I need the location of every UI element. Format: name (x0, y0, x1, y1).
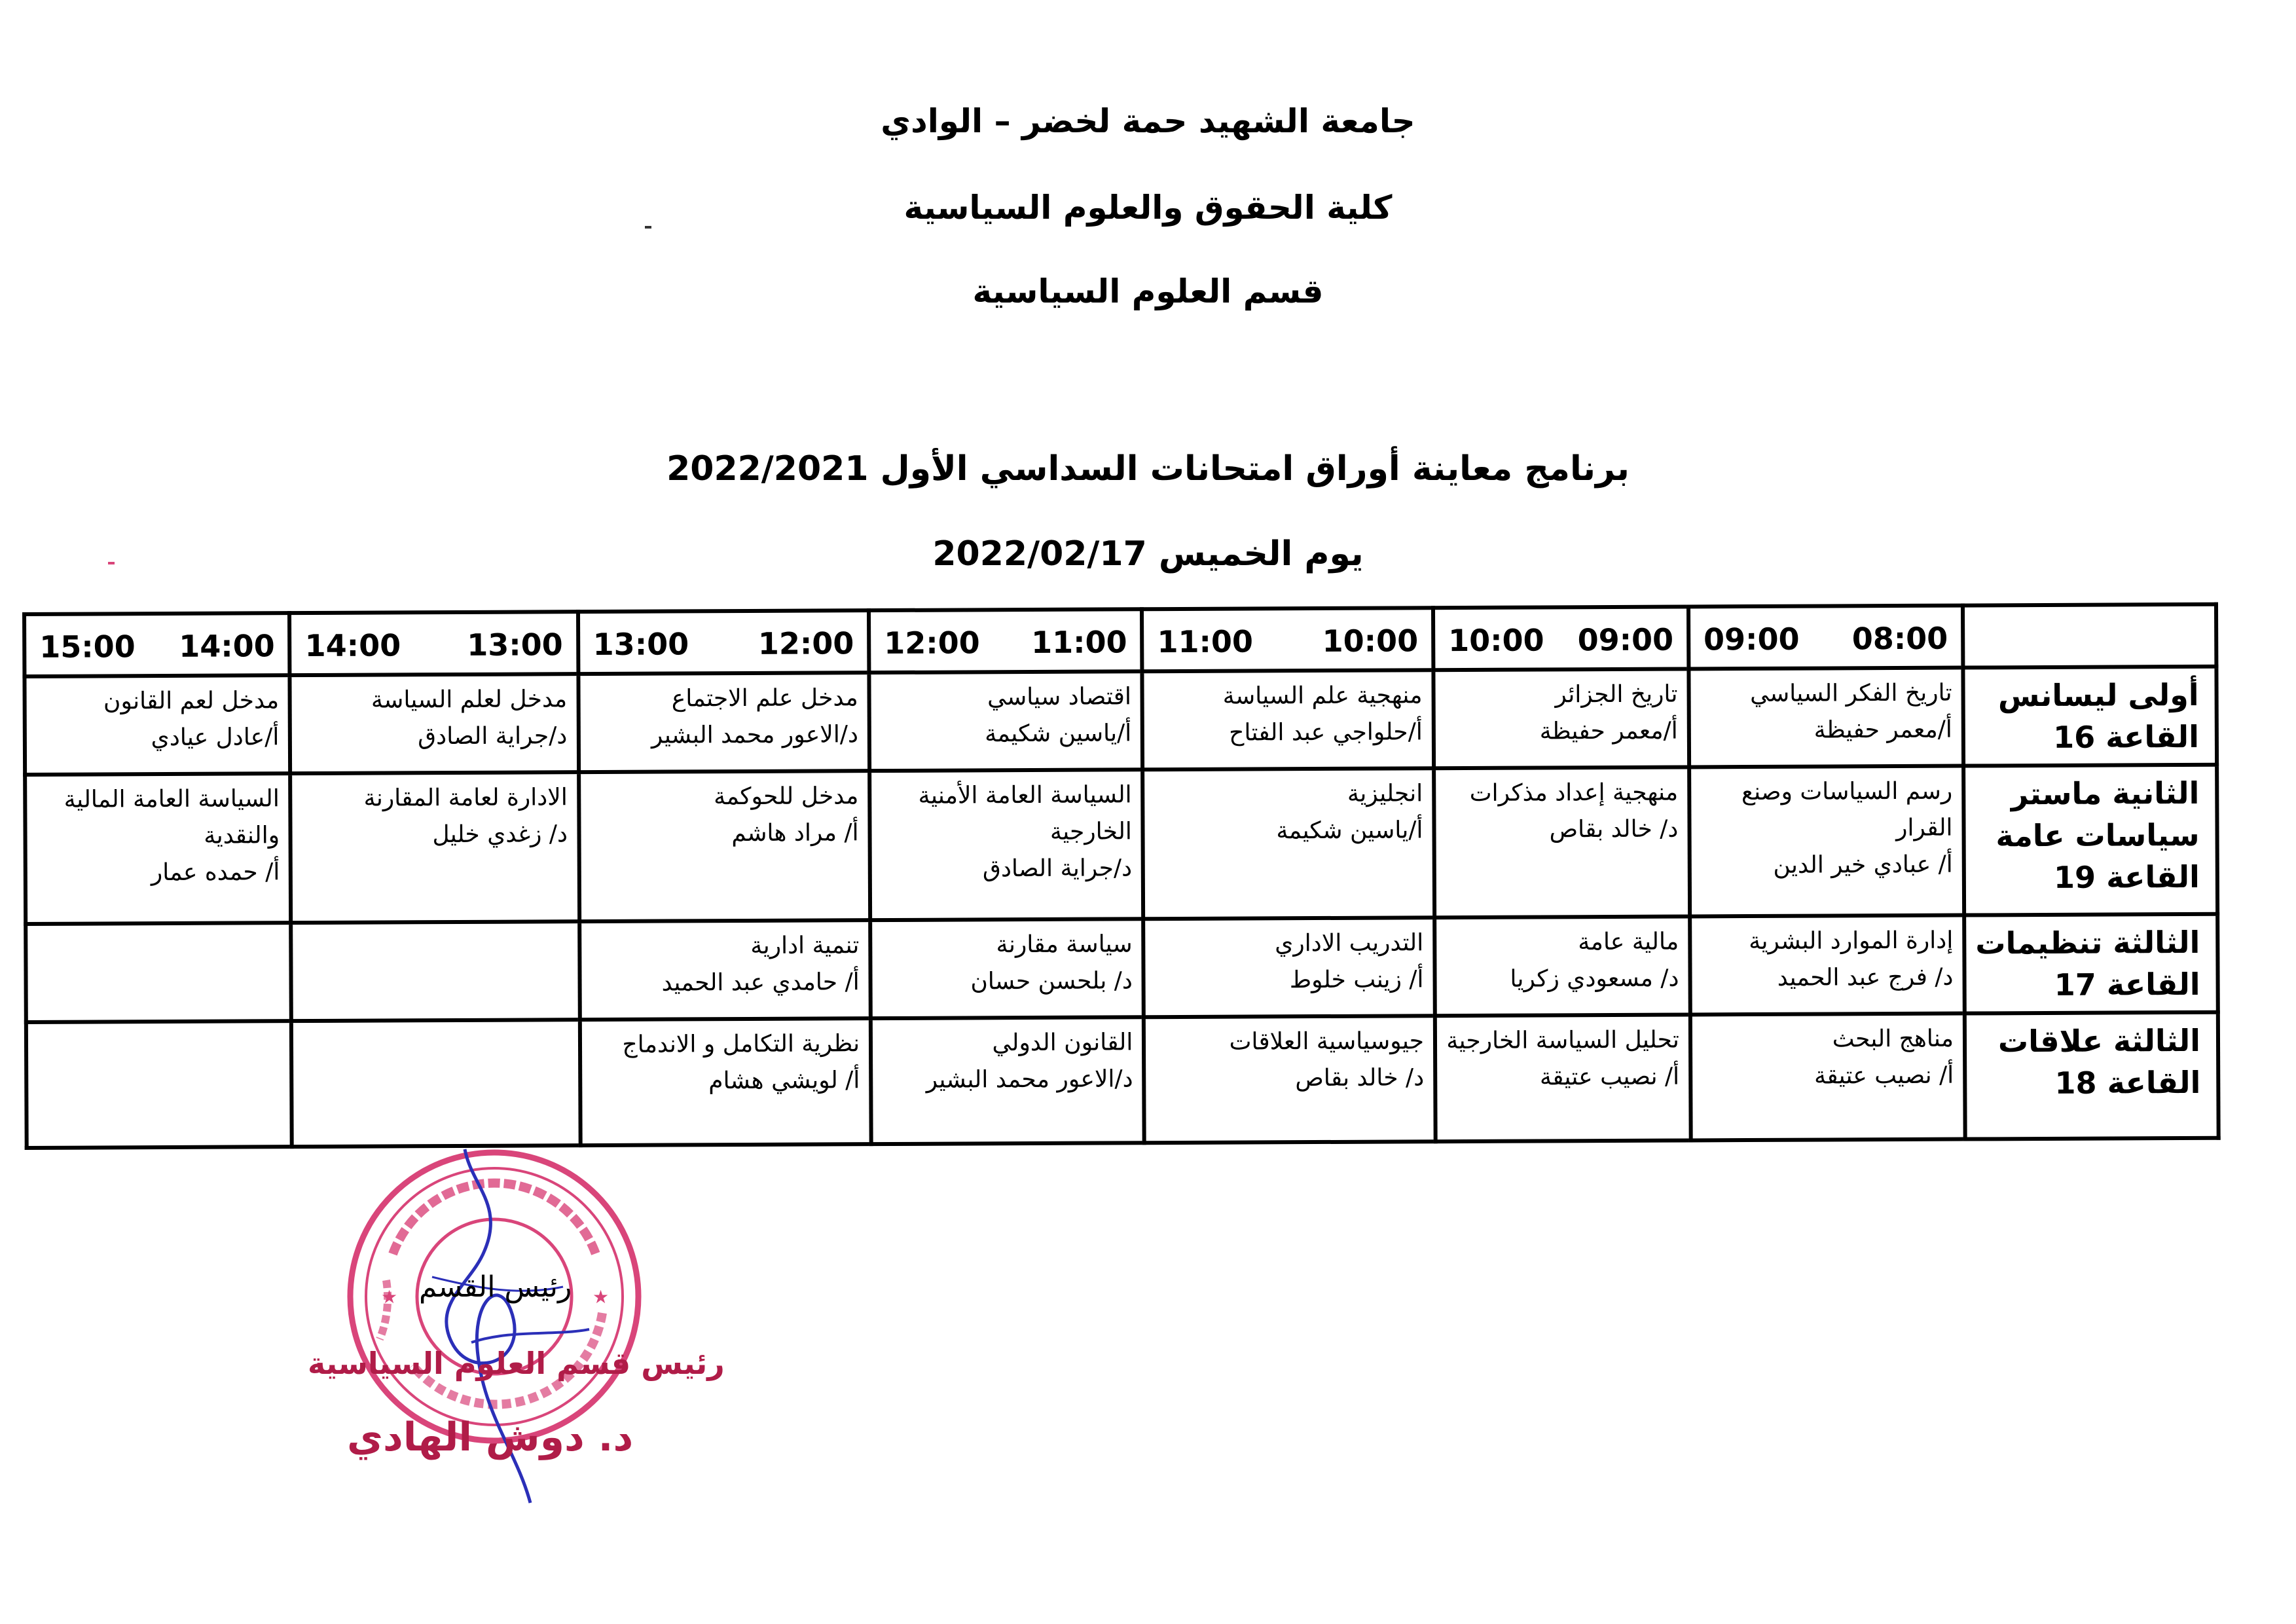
module-name: اقتصاد سياسي (987, 683, 1132, 711)
professor-name: د/ مسعودي زكريا (1510, 965, 1679, 993)
schedule-row (26, 1012, 2219, 1148)
time-slot-header (869, 609, 1142, 673)
exam-cell (1690, 915, 1965, 1015)
department-name: قسم العلوم السياسية (972, 272, 1324, 310)
module-name: منهجية علم السياسة (1222, 682, 1423, 710)
slot-start-time: 09:00 (1577, 621, 1674, 658)
inspection-schedule-table (22, 602, 2221, 1150)
exam-cell (1144, 1016, 1435, 1143)
module-name: منهجية إعداد مذكرات (1469, 779, 1679, 807)
level-label: سياسات عامة (1995, 817, 2200, 854)
module-name: السياسة العامة المالية والنقدية (64, 785, 280, 849)
slot-end-time: 09:00 (1703, 621, 1800, 657)
professor-name: أ/ زينب خلوط (1289, 966, 1424, 994)
module-name: مدخل علم الاجتماع (671, 684, 858, 712)
svg-text:★: ★ (592, 1286, 610, 1308)
module-name: تاريخ الفكر السياسي (1749, 679, 1952, 708)
professor-name: أ/ياسين شكيمة (985, 720, 1132, 748)
module-name: رسم السياسات وصنع القرار (1741, 777, 1953, 842)
exam-cell (579, 771, 871, 921)
schedule-row (24, 667, 2217, 775)
slot-end-time: 14:00 (304, 627, 401, 664)
scan-speck (108, 562, 115, 564)
module-name: مدخل للحوكمة (714, 783, 859, 811)
exam-cell (579, 920, 871, 1020)
level-label: أولى ليسانس (1997, 676, 2199, 714)
professor-name: أ/معمر حفيظة (1813, 716, 1952, 744)
module-name: إدارة الموارد البشرية (1749, 927, 1954, 955)
professor-name: أ/ عبادي خير الدين (1773, 851, 1953, 879)
time-slot-header (578, 610, 869, 674)
faculty-name: كلية الحقوق والعلوم السياسية (903, 189, 1393, 227)
empty-cell (291, 1020, 580, 1147)
professor-name: أ/حلواجي عبد الفتاح (1229, 718, 1423, 747)
level-cell (1965, 1012, 2219, 1139)
professor-name: د/ زغدي خليل (432, 821, 568, 849)
professor-name: د/ خالد بقاص (1295, 1064, 1425, 1092)
program-title: برنامج معاينة أوراق امتحانات السداسي الأول 2022/2021 (666, 449, 1630, 489)
level-cell (1963, 667, 2217, 766)
time-slot-header (24, 613, 290, 676)
slot-end-time: 10:00 (1448, 622, 1544, 659)
professor-name: أ/ نصيب عتيقة (1813, 1061, 1954, 1090)
stamp-department-line: رئيس قسم العلوم السياسية (308, 1346, 725, 1381)
module-name: تاريخ الجزائر (1555, 680, 1678, 709)
professor-name: د/ خالد بقاص (1549, 815, 1679, 843)
stamp-head-name: د. دوش الهادي (347, 1414, 634, 1460)
slot-end-time: 11:00 (1157, 623, 1254, 660)
professor-name: أ/ نصيب عتيقة (1539, 1063, 1680, 1091)
level-cell (1963, 765, 2217, 915)
exam-cell (1689, 766, 1964, 917)
slot-start-time: 14:00 (179, 628, 275, 664)
professor-name: أ/عادل عيادي (151, 724, 280, 752)
exam-cell (1143, 917, 1434, 1017)
module-name: تنمية ادارية (750, 932, 860, 959)
corner-cell (1963, 604, 2216, 668)
exam-cell (871, 1017, 1144, 1144)
exam-cell (869, 671, 1143, 771)
module-name: مدخل لعلم السياسة (371, 686, 568, 714)
exam-cell (1142, 768, 1434, 919)
exam-cell (1433, 669, 1689, 768)
exam-cell (1142, 670, 1434, 769)
professor-name: أ/ لويشي هشام (708, 1067, 860, 1095)
professor-name: د/جراية الصادق (418, 722, 568, 750)
university-name: جامعة الشهيد حمة لخضر – الوادي (881, 102, 1415, 140)
time-slot-header (1142, 608, 1433, 671)
room-label: القاعة 16 (2052, 718, 2200, 755)
module-name: تحليل السياسة الخارجية (1446, 1026, 1679, 1055)
professor-name: أ/ حامدي عبد الحميد (661, 969, 860, 997)
slot-start-time: 13:00 (467, 627, 563, 663)
exam-cell (1435, 1014, 1691, 1141)
professor-name: د/جراية الصادق (982, 855, 1133, 883)
module-name: التدريب الاداري (1275, 929, 1424, 957)
slot-end-time: 13:00 (592, 626, 689, 663)
schedule-row (26, 914, 2218, 1022)
room-label: القاعة 19 (2053, 858, 2200, 895)
exam-cell (25, 773, 291, 924)
module-name: مناهج البحث (1832, 1025, 1954, 1053)
scan-speck (645, 226, 651, 229)
module-name: الادارة لعامة المقارنة (363, 784, 568, 812)
professor-name: أ/ حمده عمار (151, 858, 280, 887)
professor-name: د/الاعور محمد البشير (926, 1065, 1133, 1094)
svg-text:★: ★ (381, 1286, 398, 1308)
exam-cell (579, 1018, 871, 1145)
module-name: مالية عامة (1578, 928, 1679, 956)
level-label: الثالثة تنظيمات (1975, 924, 2200, 961)
module-name: انجليزية (1347, 780, 1423, 807)
module-name: السياسة العامة الأمنية الخارجية (918, 781, 1132, 845)
exam-cell (291, 772, 579, 923)
level-label: الثالثة علاقات (1997, 1022, 2201, 1060)
professor-name: أ/ياسين شكيمة (1276, 817, 1423, 845)
department-head-title: رئيس القسم (419, 1270, 572, 1304)
module-name: مدخل لعم القانون (103, 687, 280, 715)
level-label: الثانية ماستر (2011, 775, 2200, 812)
level-cell (1964, 914, 2218, 1014)
room-label: القاعة 18 (2054, 1064, 2201, 1101)
time-header-row (24, 604, 2216, 676)
slot-start-time: 08:00 (1851, 620, 1948, 657)
exam-cell (870, 919, 1144, 1018)
slot-start-time: 10:00 (1322, 623, 1419, 659)
professor-name: أ/معمر حفيظة (1539, 717, 1678, 745)
time-slot-header (1433, 606, 1688, 670)
exam-cell (24, 675, 290, 775)
professor-name: د/ بلحسن حسان (970, 967, 1133, 995)
professor-name: د/الاعور محمد البشير (651, 721, 859, 749)
module-name: سياسة مقارنة (996, 931, 1133, 959)
module-name: نظرية التكامل و الاندماج (622, 1030, 860, 1058)
empty-cell (291, 921, 580, 1021)
time-slot-header (289, 612, 577, 675)
module-name: جيوسياسية العلاقات (1229, 1027, 1425, 1056)
module-name: القانون الدولي (992, 1029, 1133, 1057)
empty-cell (26, 923, 291, 1022)
professor-name: د/ فرج عبد الحميد (1777, 963, 1954, 991)
room-label: القاعة 17 (2054, 966, 2200, 1003)
slot-end-time: 15:00 (39, 629, 136, 665)
schedule-row (25, 765, 2217, 924)
professor-name: أ/ مراد هاشم (731, 819, 859, 847)
slot-end-time: 12:00 (884, 625, 980, 661)
slot-start-time: 11:00 (1031, 624, 1127, 661)
slot-start-time: 12:00 (757, 625, 854, 661)
exam-cell (1690, 1014, 1965, 1141)
exam-cell (578, 673, 869, 772)
time-slot-header (1688, 606, 1963, 669)
day-date: يوم الخميس 2022/02/17 (932, 534, 1364, 574)
exam-cell (1688, 668, 1963, 767)
exam-cell (1434, 916, 1690, 1016)
exam-cell (290, 674, 579, 773)
exam-cell (869, 769, 1143, 920)
empty-cell (26, 1021, 292, 1148)
exam-cell (1434, 767, 1690, 917)
